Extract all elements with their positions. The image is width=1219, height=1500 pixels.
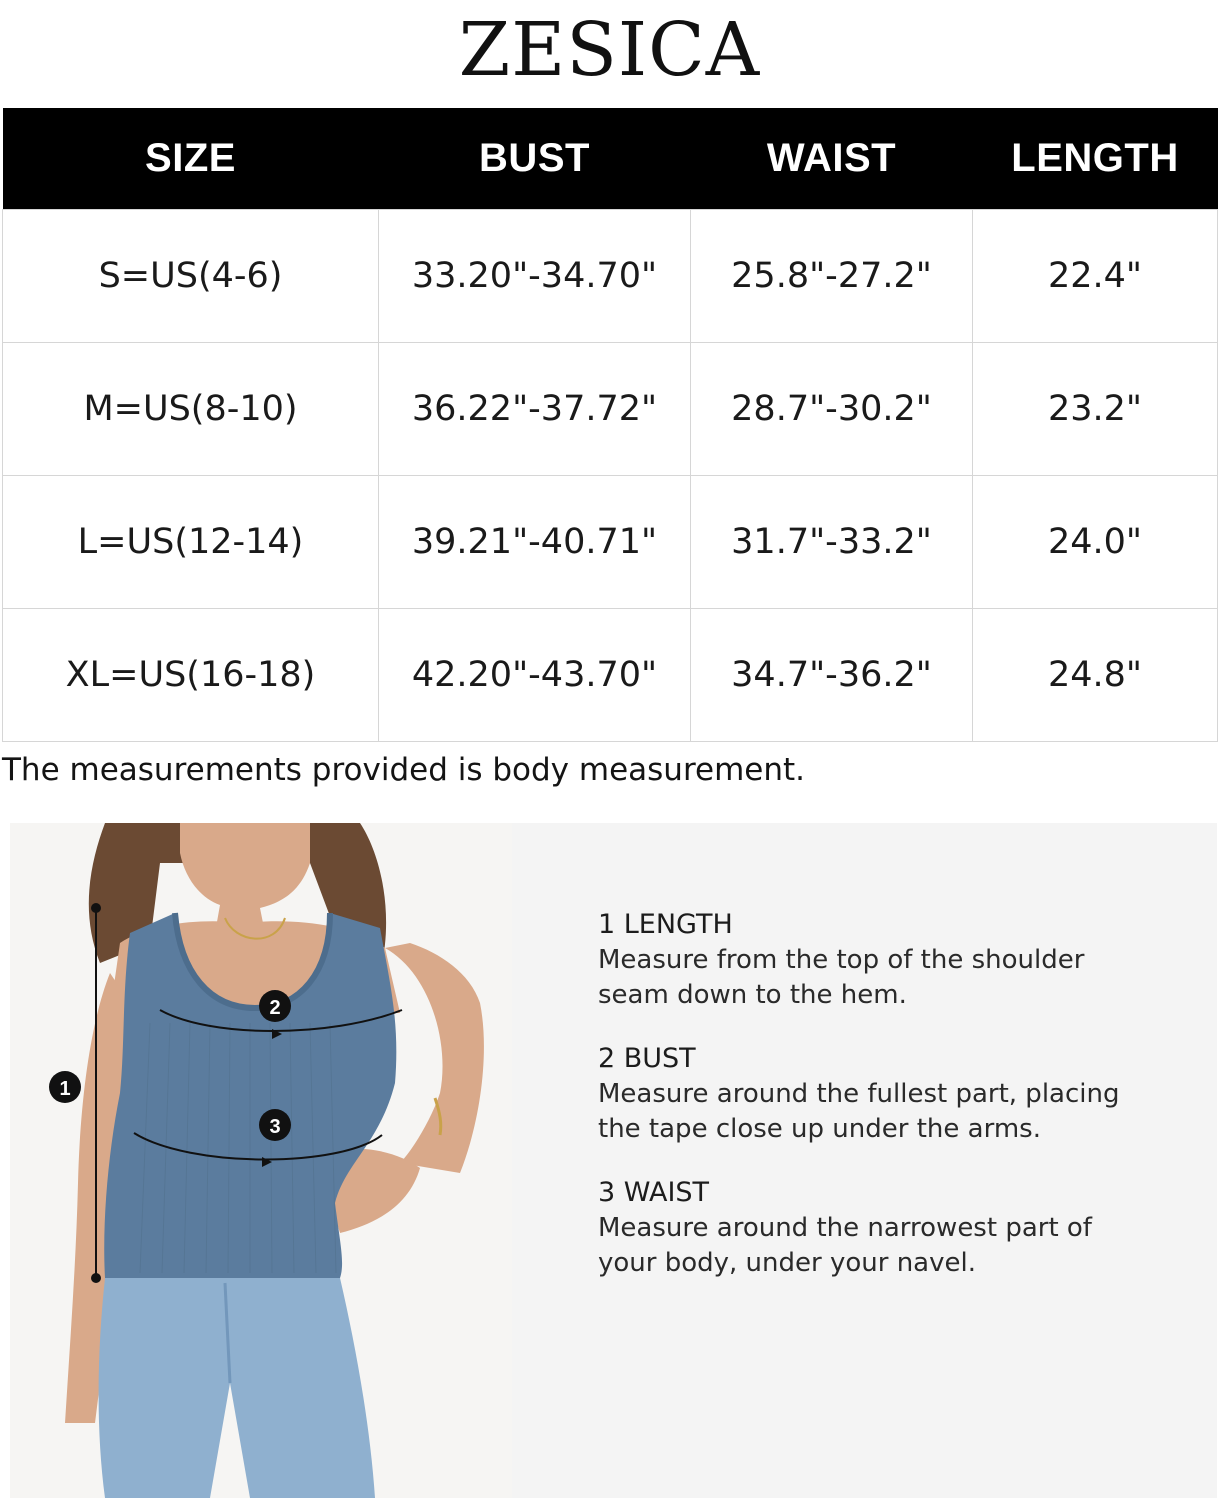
cell-bust: 42.20"-43.70": [379, 609, 691, 742]
guide-length-desc: Measure from the top of the shoulder seam down to the hem.: [598, 945, 1085, 1010]
cell-length: 24.8": [973, 609, 1218, 742]
cell-length: 23.2": [973, 343, 1218, 476]
header-length: LENGTH: [973, 108, 1218, 210]
marker-1-label: 1: [59, 1078, 71, 1100]
cell-size: L=US(12-14): [3, 476, 379, 609]
guide-length: [598, 907, 1198, 1013]
cell-bust: 39.21"-40.71": [379, 476, 691, 609]
measurement-note: The measurements provided is body measurement.: [2, 752, 806, 788]
header-size: SIZE: [3, 108, 379, 210]
cell-size: S=US(4-6): [3, 210, 379, 343]
cell-waist: 28.7"-30.2": [691, 343, 973, 476]
cell-bust: 36.22"-37.72": [379, 343, 691, 476]
length-line-bottom-dot: [91, 1273, 101, 1283]
cell-waist: 25.8"-27.2": [691, 210, 973, 343]
header-waist: WAIST: [691, 108, 973, 210]
brand-logo: ZESICA: [458, 7, 761, 93]
marker-2-label: 2: [269, 997, 281, 1019]
table-row: [3, 476, 1218, 609]
marker-3: [259, 1109, 291, 1141]
size-chart-table: [2, 108, 1218, 742]
cell-bust: 33.20"-34.70": [379, 210, 691, 343]
model-illustration: [10, 823, 512, 1498]
measuring-guide: [598, 907, 1198, 1309]
marker-1: [49, 1071, 81, 1103]
table-header-row: [3, 108, 1218, 210]
table-row: [3, 609, 1218, 742]
length-line-top-dot: [91, 903, 101, 913]
cell-length: 22.4": [973, 210, 1218, 343]
guide-bust-title: 2 BUST: [598, 1043, 696, 1074]
cell-size: XL=US(16-18): [3, 609, 379, 742]
guide-bust-desc: Measure around the fullest part, placing the tape close up under the arms.: [598, 1079, 1120, 1144]
cell-length: 24.0": [973, 476, 1218, 609]
guide-bust: [598, 1041, 1198, 1147]
marker-2: [259, 990, 291, 1022]
guide-waist-desc: Measure around the narrowest part of your body, under your navel.: [598, 1213, 1092, 1278]
cell-waist: 34.7"-36.2": [691, 609, 973, 742]
marker-3-label: 3: [269, 1116, 281, 1138]
guide-waist: [598, 1175, 1198, 1281]
table-row: [3, 343, 1218, 476]
measurement-figure: [10, 823, 1217, 1498]
header-bust: BUST: [379, 108, 691, 210]
cell-waist: 31.7"-33.2": [691, 476, 973, 609]
guide-waist-title: 3 WAIST: [598, 1177, 710, 1208]
cell-size: M=US(8-10): [3, 343, 379, 476]
guide-length-title: 1 LENGTH: [598, 909, 733, 940]
table-row: [3, 210, 1218, 343]
